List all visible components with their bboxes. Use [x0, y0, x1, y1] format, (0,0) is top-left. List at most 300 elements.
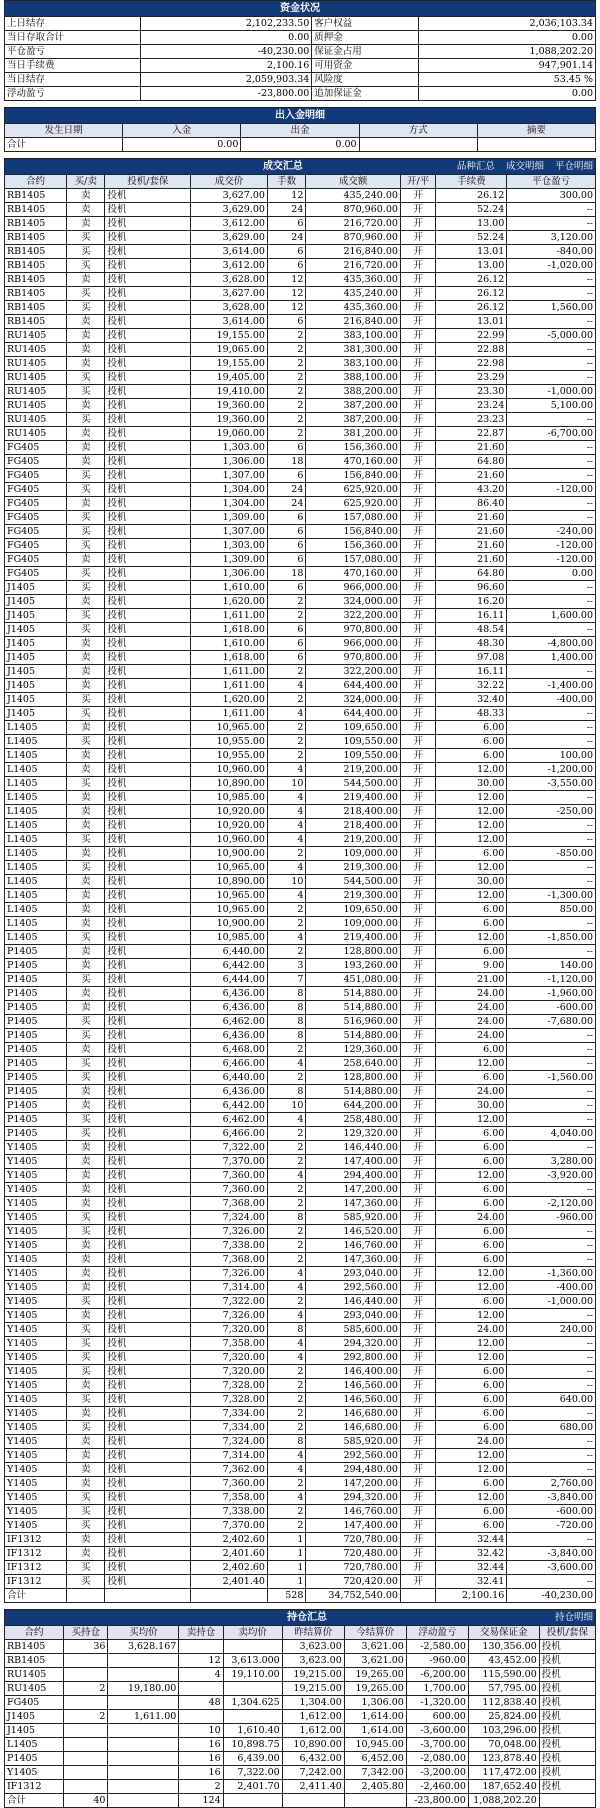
table-cell: [108, 1780, 179, 1794]
table-cell: 1,303.00: [191, 441, 268, 455]
table-cell: 146,760.00: [306, 1239, 401, 1253]
table-cell: --: [507, 1085, 596, 1099]
table-cell: --: [507, 875, 596, 889]
table-cell: 4: [267, 791, 305, 805]
table-cell: 451,080.00: [306, 973, 401, 987]
table-row: [5, 679, 596, 693]
positions-header: [5, 1610, 596, 1626]
table-cell: 21.60: [436, 539, 507, 553]
table-cell: 买: [67, 1575, 105, 1589]
table-cell: L1405: [5, 833, 67, 847]
table-cell: 12: [267, 273, 305, 287]
table-cell: 2: [179, 1780, 223, 1794]
table-cell: -120.00: [507, 553, 596, 567]
table-row: [5, 735, 596, 749]
table-cell: 1,304.00: [191, 497, 268, 511]
table-cell: 投机: [105, 1267, 191, 1281]
table-cell: 324,000.00: [306, 693, 401, 707]
table-cell: 买: [67, 623, 105, 637]
table-cell: Y1405: [5, 1309, 67, 1323]
table-cell: 24.00: [436, 1029, 507, 1043]
table-cell: 12.00: [436, 931, 507, 945]
table-cell: 投机: [105, 315, 191, 329]
table-cell: 6.00: [436, 1071, 507, 1085]
table-cell: 292,560.00: [306, 1449, 401, 1463]
table-cell: 2,405.80: [344, 1780, 406, 1794]
table-row: [5, 1379, 596, 1393]
capital-row: [5, 59, 596, 73]
table-cell: --: [507, 287, 596, 301]
table-cell: [64, 1696, 108, 1710]
table-cell: 19,410.00: [191, 385, 268, 399]
table-cell: 开: [400, 1449, 435, 1463]
table-cell: 4: [267, 763, 305, 777]
table-cell: -1,400.00: [507, 679, 596, 693]
table-cell: RB1405: [5, 1654, 64, 1668]
positions-table: [4, 1609, 596, 1808]
table-cell: 投机: [105, 1071, 191, 1085]
capital-value: -40,230.00: [140, 45, 311, 59]
table-cell: 1: [267, 1575, 305, 1589]
table-cell: 2: [267, 1421, 305, 1435]
table-row: [5, 1575, 596, 1589]
table-cell: 2: [267, 1197, 305, 1211]
table-cell: 625,920.00: [306, 483, 401, 497]
table-cell: 投机: [105, 1309, 191, 1323]
table-cell: 开: [400, 1085, 435, 1099]
table-cell: --: [507, 1043, 596, 1057]
table-cell: 117,472.00: [468, 1766, 539, 1780]
table-cell: 12.00: [436, 1337, 507, 1351]
capital-label: 客户权益: [312, 17, 418, 31]
table-cell: Y1405: [5, 1407, 67, 1421]
table-cell: 投机: [105, 679, 191, 693]
table-cell: -5,000.00: [507, 329, 596, 343]
table-cell: 6: [267, 651, 305, 665]
table-row: [5, 581, 596, 595]
table-cell: 2: [267, 1253, 305, 1267]
table-row: [5, 1724, 596, 1738]
table-cell: 开: [400, 1211, 435, 1225]
total-cell: [105, 1589, 191, 1603]
table-row: [5, 1127, 596, 1141]
table-cell: -2,460.00: [406, 1780, 468, 1794]
table-cell: 卖: [67, 1407, 105, 1421]
table-cell: 1,304.00: [191, 483, 268, 497]
total-cell: 合计: [5, 138, 123, 152]
table-cell: Y1405: [5, 1519, 67, 1533]
table-row: [5, 1323, 596, 1337]
table-cell: 投机: [105, 637, 191, 651]
table-row: [5, 1281, 596, 1295]
table-cell: [108, 1738, 179, 1752]
table-row: [5, 273, 596, 287]
column-header: 买均价: [108, 1626, 179, 1640]
table-row: [5, 777, 596, 791]
table-cell: --: [507, 791, 596, 805]
table-cell: Y1405: [5, 1211, 67, 1225]
table-cell: 7,326.00: [191, 1309, 268, 1323]
table-cell: --: [507, 833, 596, 847]
table-cell: L1405: [5, 875, 67, 889]
table-cell: 13.01: [436, 315, 507, 329]
total-cell: [400, 1589, 435, 1603]
table-cell: J1405: [5, 693, 67, 707]
column-header: 摘要: [477, 124, 595, 138]
table-cell: 258,640.00: [306, 1057, 401, 1071]
table-cell: 买: [67, 581, 105, 595]
table-cell: 720,480.00: [306, 1547, 401, 1561]
table-cell: IF1312: [5, 1575, 67, 1589]
link-position-detail[interactable]: 持仓明细: [554, 1612, 593, 1623]
table-cell: 卖: [67, 1169, 105, 1183]
table-cell: 10,890.00: [282, 1738, 344, 1752]
table-cell: 开: [400, 525, 435, 539]
table-cell: 买: [67, 1351, 105, 1365]
table-cell: 卖: [67, 595, 105, 609]
table-cell: 10,965.00: [191, 889, 268, 903]
table-cell: 7,314.00: [191, 1449, 268, 1463]
column-header: 浮动盈亏: [406, 1626, 468, 1640]
table-cell: 投机: [105, 1113, 191, 1127]
table-cell: P1405: [5, 973, 67, 987]
table-cell: 投机: [105, 1253, 191, 1267]
table-row: [5, 1393, 596, 1407]
table-cell: 109,550.00: [306, 749, 401, 763]
table-cell: 投机: [105, 1463, 191, 1477]
table-cell: [108, 1766, 179, 1780]
table-cell: 544,500.00: [306, 875, 401, 889]
table-cell: P1405: [5, 1085, 67, 1099]
table-cell: 买: [67, 1057, 105, 1071]
table-row: [5, 875, 596, 889]
table-cell: 294,480.00: [306, 1463, 401, 1477]
table-cell: FG405: [5, 511, 67, 525]
table-cell: 投机: [105, 945, 191, 959]
table-row: [5, 511, 596, 525]
table-cell: 开: [400, 1309, 435, 1323]
table-cell: 投机: [105, 749, 191, 763]
table-cell: [108, 1654, 179, 1668]
total-cell: [282, 1794, 344, 1808]
table-cell: P1405: [5, 1015, 67, 1029]
table-cell: 投机: [105, 959, 191, 973]
table-cell: 买: [67, 777, 105, 791]
table-row: [5, 1547, 596, 1561]
table-cell: Y1405: [5, 1463, 67, 1477]
table-cell: 开: [400, 1071, 435, 1085]
table-cell: 卖: [67, 455, 105, 469]
table-cell: 开: [400, 441, 435, 455]
table-cell: 7,370.00: [191, 1155, 268, 1169]
table-cell: 21.60: [436, 511, 507, 525]
table-cell: 投机: [105, 665, 191, 679]
table-cell: 644,400.00: [306, 707, 401, 721]
table-cell: 6,440.00: [191, 945, 268, 959]
table-cell: --: [507, 511, 596, 525]
table-cell: 买: [67, 861, 105, 875]
table-cell: 6.00: [436, 1519, 507, 1533]
table-cell: 开: [400, 483, 435, 497]
table-cell: 4: [267, 1169, 305, 1183]
table-cell: 卖: [67, 1239, 105, 1253]
table-cell: J1405: [5, 707, 67, 721]
table-row: [5, 1197, 596, 1211]
table-cell: 开: [400, 763, 435, 777]
table-cell: 644,400.00: [306, 679, 401, 693]
table-cell: 开: [400, 469, 435, 483]
table-cell: 投机: [105, 833, 191, 847]
table-cell: -7,680.00: [507, 1015, 596, 1029]
table-cell: RB1405: [5, 1640, 64, 1654]
table-cell: 投机: [105, 217, 191, 231]
table-cell: -1,020.00: [507, 259, 596, 273]
table-cell: 2: [267, 945, 305, 959]
table-cell: -960.00: [406, 1654, 468, 1668]
table-cell: 850.00: [507, 903, 596, 917]
table-cell: -3,600.00: [507, 1561, 596, 1575]
table-cell: 7,342.00: [344, 1766, 406, 1780]
table-cell: [108, 1696, 179, 1710]
table-cell: 卖: [67, 1085, 105, 1099]
table-cell: 7,320.00: [191, 1323, 268, 1337]
table-row: [5, 1421, 596, 1435]
table-row: [5, 259, 596, 273]
table-cell: 6,442.00: [191, 1099, 268, 1113]
table-cell: 6.00: [436, 945, 507, 959]
column-header: 买持仓: [64, 1626, 108, 1640]
table-cell: 6,436.00: [191, 1085, 268, 1099]
table-cell: 投机: [105, 231, 191, 245]
capital-value: 0.00: [140, 31, 311, 45]
table-cell: Y1405: [5, 1337, 67, 1351]
table-cell: 435,360.00: [306, 273, 401, 287]
table-cell: 开: [400, 623, 435, 637]
table-cell: P1405: [5, 1127, 67, 1141]
cashflow-table: [4, 107, 596, 152]
table-cell: 1,611.00: [191, 609, 268, 623]
table-cell: 投机: [105, 483, 191, 497]
table-cell: 387,200.00: [306, 413, 401, 427]
table-cell: 7,328.00: [191, 1393, 268, 1407]
table-cell: 买: [67, 287, 105, 301]
table-cell: 2: [267, 665, 305, 679]
table-cell: 4: [267, 707, 305, 721]
statement: [4, 0, 596, 1808]
table-cell: 3,621.00: [344, 1654, 406, 1668]
table-cell: 52.24: [436, 231, 507, 245]
table-cell: 6,466.00: [191, 1127, 268, 1141]
table-row: [5, 637, 596, 651]
table-cell: 216,840.00: [306, 315, 401, 329]
table-cell: 644,200.00: [306, 1099, 401, 1113]
table-row: [5, 399, 596, 413]
column-header: 手续费: [436, 175, 507, 189]
table-cell: 147,360.00: [306, 1253, 401, 1267]
table-cell: 开: [400, 777, 435, 791]
table-cell: 卖: [67, 399, 105, 413]
table-cell: 3,623.00: [282, 1654, 344, 1668]
table-cell: 开: [400, 735, 435, 749]
table-row: [5, 1640, 596, 1654]
table-cell: 7,326.00: [191, 1267, 268, 1281]
table-cell: 193,260.00: [306, 959, 401, 973]
table-cell: 6: [267, 525, 305, 539]
table-row: [5, 791, 596, 805]
table-cell: RB1405: [5, 217, 67, 231]
table-cell: 开: [400, 1519, 435, 1533]
table-cell: 投机: [105, 693, 191, 707]
table-cell: 294,400.00: [306, 1169, 401, 1183]
table-cell: 26.12: [436, 273, 507, 287]
table-cell: -3,600.00: [406, 1724, 468, 1738]
table-cell: 卖: [67, 805, 105, 819]
table-cell: 10: [267, 875, 305, 889]
table-cell: 48.30: [436, 637, 507, 651]
table-cell: --: [507, 1435, 596, 1449]
table-cell: 卖: [67, 1547, 105, 1561]
table-cell: 投机: [105, 1057, 191, 1071]
table-cell: 514,880.00: [306, 987, 401, 1001]
table-row: [5, 1710, 596, 1724]
table-cell: L1405: [5, 889, 67, 903]
table-cell: 投机: [105, 1421, 191, 1435]
table-cell: 投机: [105, 1547, 191, 1561]
table-cell: 卖: [67, 721, 105, 735]
table-cell: 1,611.00: [191, 665, 268, 679]
table-cell: 1: [267, 1533, 305, 1547]
table-cell: 6.00: [436, 735, 507, 749]
table-cell: 投机: [105, 259, 191, 273]
table-cell: 4: [267, 1351, 305, 1365]
table-cell: 投机: [105, 427, 191, 441]
table-cell: 开: [400, 1183, 435, 1197]
table-cell: 投机: [105, 861, 191, 875]
table-cell: 86.40: [436, 497, 507, 511]
table-cell: 2: [267, 749, 305, 763]
table-row: [5, 1682, 596, 1696]
table-cell: Y1405: [5, 1766, 64, 1780]
trades-title: 成交汇总: [262, 161, 303, 172]
table-cell: 16: [179, 1752, 223, 1766]
table-cell: 2: [267, 1407, 305, 1421]
table-cell: 2: [267, 1239, 305, 1253]
table-cell: 开: [400, 287, 435, 301]
table-cell: --: [507, 1099, 596, 1113]
table-cell: 投机: [105, 1155, 191, 1169]
table-cell: J1405: [5, 665, 67, 679]
table-cell: 买: [67, 1225, 105, 1239]
capital-value: 2,036,103.34: [418, 17, 595, 31]
link-product-summary[interactable]: 品种汇总: [456, 161, 495, 172]
table-cell: 13.01: [436, 245, 507, 259]
table-cell: 开: [400, 217, 435, 231]
link-close-detail[interactable]: 平仓明细: [554, 161, 593, 172]
table-cell: 19,110.00: [223, 1668, 282, 1682]
table-cell: 219,300.00: [306, 861, 401, 875]
table-cell: 2: [267, 371, 305, 385]
table-row: [5, 1211, 596, 1225]
table-cell: FG405: [5, 567, 67, 581]
table-cell: 23.30: [436, 385, 507, 399]
cashflow-title: 出入金明细: [5, 108, 596, 124]
column-header: 成交额: [306, 175, 401, 189]
table-cell: 买: [67, 1519, 105, 1533]
table-cell: 1,306.00: [191, 567, 268, 581]
table-cell: FG405: [5, 539, 67, 553]
table-cell: 64.80: [436, 455, 507, 469]
table-row: [5, 1738, 596, 1752]
table-row: [5, 1668, 596, 1682]
table-cell: 买: [67, 609, 105, 623]
table-row: [5, 329, 596, 343]
table-row: [5, 931, 596, 945]
table-cell: 1,309.00: [191, 511, 268, 525]
table-cell: 322,200.00: [306, 609, 401, 623]
table-cell: 2: [267, 847, 305, 861]
table-cell: 2,402.60: [191, 1533, 268, 1547]
table-cell: --: [507, 1379, 596, 1393]
table-cell: 6.00: [436, 1477, 507, 1491]
table-cell: 21.00: [436, 973, 507, 987]
table-cell: 买: [67, 1337, 105, 1351]
table-row: [5, 567, 596, 581]
table-cell: L1405: [5, 735, 67, 749]
table-cell: 7,370.00: [191, 1519, 268, 1533]
table-cell: 219,200.00: [306, 763, 401, 777]
table-cell: 6,462.00: [191, 1113, 268, 1127]
table-cell: 6.00: [436, 1393, 507, 1407]
table-row: [5, 371, 596, 385]
table-row: [5, 1309, 596, 1323]
table-cell: 7,320.00: [191, 1365, 268, 1379]
table-cell: 7,338.00: [191, 1239, 268, 1253]
table-cell: P1405: [5, 1099, 67, 1113]
table-cell: 2,402.60: [191, 1561, 268, 1575]
table-cell: 147,200.00: [306, 1477, 401, 1491]
capital-row: [5, 31, 596, 45]
capital-label: 平仓盈亏: [5, 45, 141, 59]
table-cell: 开: [400, 1505, 435, 1519]
table-cell: 3,628.00: [191, 301, 268, 315]
table-row: [5, 427, 596, 441]
table-cell: [64, 1752, 108, 1766]
table-cell: J1405: [5, 637, 67, 651]
table-cell: 293,040.00: [306, 1267, 401, 1281]
table-cell: 开: [400, 903, 435, 917]
table-cell: 3,614.00: [191, 245, 268, 259]
table-cell: 19,215.00: [282, 1668, 344, 1682]
table-row: [5, 245, 596, 259]
table-cell: 585,920.00: [306, 1435, 401, 1449]
table-cell: 2,760.00: [507, 1477, 596, 1491]
table-cell: 43,452.00: [468, 1654, 539, 1668]
table-row: [5, 959, 596, 973]
table-cell: 4: [267, 679, 305, 693]
column-header: 方式: [359, 124, 477, 138]
table-cell: 10,920.00: [191, 805, 268, 819]
column-header: 出金: [241, 124, 359, 138]
table-cell: 开: [400, 1267, 435, 1281]
table-row: [5, 357, 596, 371]
table-cell: 218,400.00: [306, 819, 401, 833]
table-cell: 4: [267, 1281, 305, 1295]
capital-label: 追加保证金: [312, 87, 418, 101]
link-trade-detail[interactable]: 成交明细: [505, 161, 544, 172]
table-cell: Y1405: [5, 1365, 67, 1379]
table-cell: 投机: [539, 1696, 595, 1710]
table-cell: 买: [67, 1393, 105, 1407]
